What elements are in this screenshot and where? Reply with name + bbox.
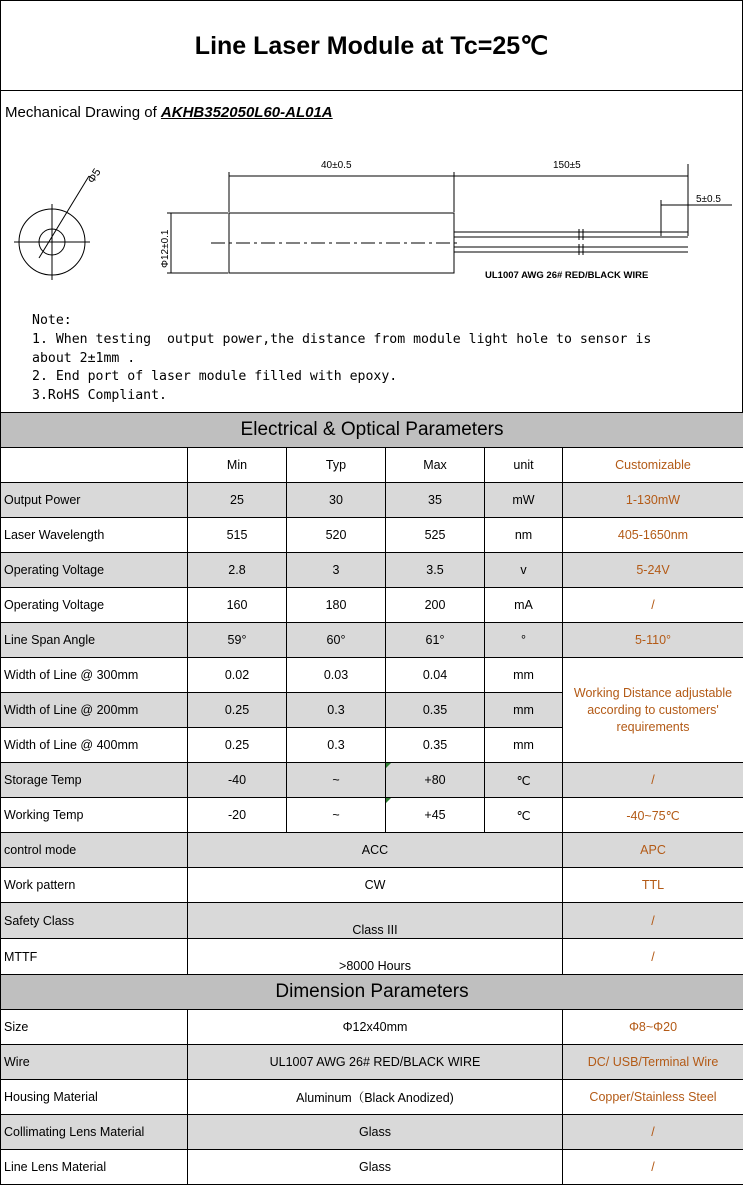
param-typ: 30 (287, 483, 386, 518)
param-name: control mode (1, 833, 188, 868)
param-max: 0.35 (386, 693, 485, 728)
dim-name: Collimating Lens Material (1, 1115, 188, 1150)
param-customizable: / (563, 939, 743, 975)
note-line: 3.RoHS Compliant. (32, 387, 651, 406)
param-customizable: APC (563, 833, 743, 868)
param-unit: mA (485, 588, 563, 623)
dim-name: Housing Material (1, 1080, 188, 1115)
param-name: Width of Line @ 400mm (1, 728, 188, 763)
table-row (1, 1080, 743, 1115)
table-row (1, 798, 743, 833)
param-max: 0.35 (386, 728, 485, 763)
table-row (1, 623, 743, 658)
param-typ: ~ (287, 763, 386, 798)
param-customizable: -40~75℃ (563, 798, 743, 833)
param-value: Class III (188, 903, 563, 939)
param-min: 25 (188, 483, 287, 518)
param-unit: ℃ (485, 798, 563, 833)
parameters-table (0, 412, 743, 1185)
table-row (1, 1010, 743, 1045)
param-min: 2.8 (188, 553, 287, 588)
header-cell (1, 448, 188, 483)
param-value: ACC (188, 833, 563, 868)
table-row (1, 658, 743, 693)
model-number: AKHB352050L60-AL01A (161, 104, 333, 121)
param-unit: ° (485, 623, 563, 658)
param-min: 0.02 (188, 658, 287, 693)
note-line: 2. End port of laser module filled with epoxy. (32, 368, 651, 387)
param-name: Line Span Angle (1, 623, 188, 658)
param-unit: mm (485, 693, 563, 728)
dim-value: UL1007 AWG 26# RED/BLACK WIRE (188, 1045, 563, 1080)
header-max: Max (386, 448, 485, 483)
param-name: Safety Class (1, 903, 188, 939)
table-header-row (1, 448, 743, 483)
param-customizable: 405-1650nm (563, 518, 743, 553)
param-typ: 0.03 (287, 658, 386, 693)
dim-name: Size (1, 1010, 188, 1045)
mechanical-label-prefix: Mechanical Drawing of (5, 104, 161, 121)
strip-length-label: 5±0.5 (696, 194, 721, 205)
table-row (1, 1150, 743, 1185)
body-view (167, 164, 732, 273)
param-name: Operating Voltage (1, 588, 188, 623)
param-name: Operating Voltage (1, 553, 188, 588)
dim-value: Glass (188, 1115, 563, 1150)
end-view-diameter-label: Φ5 (85, 167, 103, 186)
param-customizable: TTL (563, 868, 743, 903)
table-row (1, 868, 743, 903)
param-max: 200 (386, 588, 485, 623)
dim-name: Line Lens Material (1, 1150, 188, 1185)
param-typ: 3 (287, 553, 386, 588)
table-row (1, 903, 743, 939)
param-name: MTTF (1, 939, 188, 975)
dim-customizable: / (563, 1115, 743, 1150)
note-line: 1. When testing output power,the distance from module light hole to sensor is (32, 331, 651, 350)
wire-type-label: UL1007 AWG 26# RED/BLACK WIRE (485, 270, 648, 281)
table-row (1, 833, 743, 868)
param-min: 160 (188, 588, 287, 623)
param-unit: mW (485, 483, 563, 518)
param-max: +80 (386, 763, 485, 798)
param-max: 525 (386, 518, 485, 553)
param-min: 59° (188, 623, 287, 658)
param-customizable: / (563, 763, 743, 798)
param-typ: 0.3 (287, 728, 386, 763)
mechanical-drawing-label (5, 104, 333, 121)
dim-value: Aluminum（Black Anodized) (188, 1080, 563, 1115)
param-min: -40 (188, 763, 287, 798)
param-max: 0.04 (386, 658, 485, 693)
body-length-label: 40±0.5 (321, 160, 352, 171)
note-line: about 2±1mm . (32, 350, 651, 369)
param-typ: 60° (287, 623, 386, 658)
mechanical-drawing (1, 140, 742, 300)
end-view (14, 176, 90, 280)
param-customizable: 5-110° (563, 623, 743, 658)
dimension-section-title: Dimension Parameters (1, 975, 743, 1010)
param-unit: ℃ (485, 763, 563, 798)
param-name: Laser Wavelength (1, 518, 188, 553)
notes-heading: Note: (32, 312, 651, 331)
param-customizable: / (563, 588, 743, 623)
header-typ: Typ (287, 448, 386, 483)
param-name: Working Temp (1, 798, 188, 833)
param-max: 3.5 (386, 553, 485, 588)
param-max: 61° (386, 623, 485, 658)
electrical-section-title: Electrical & Optical Parameters (1, 413, 743, 448)
param-value: CW (188, 868, 563, 903)
mechanical-drawing-section (0, 90, 743, 412)
body-diameter-label: Φ12±0.1 (160, 229, 171, 268)
param-name: Width of Line @ 200mm (1, 693, 188, 728)
param-typ: 0.3 (287, 693, 386, 728)
header-customizable: Customizable (563, 448, 743, 483)
param-max: +45 (386, 798, 485, 833)
dim-customizable: / (563, 1150, 743, 1185)
param-name: Output Power (1, 483, 188, 518)
table-row (1, 553, 743, 588)
param-max: 35 (386, 483, 485, 518)
page-title: Line Laser Module at Tc=25℃ (0, 0, 743, 91)
table-row (1, 1115, 743, 1150)
dim-value: Glass (188, 1150, 563, 1185)
wire-length-label: 150±5 (553, 160, 581, 171)
param-customizable: 1-130mW (563, 483, 743, 518)
param-value: >8000 Hours (188, 939, 563, 975)
table-row (1, 588, 743, 623)
dim-value: Φ12x40mm (188, 1010, 563, 1045)
param-min: -20 (188, 798, 287, 833)
dim-customizable: Copper/Stainless Steel (563, 1080, 743, 1115)
param-unit: mm (485, 658, 563, 693)
param-name: Work pattern (1, 868, 188, 903)
param-customizable: 5-24V (563, 553, 743, 588)
param-name: Width of Line @ 300mm (1, 658, 188, 693)
table-row (1, 763, 743, 798)
param-unit: mm (485, 728, 563, 763)
param-customizable: / (563, 903, 743, 939)
param-min: 0.25 (188, 728, 287, 763)
param-unit: nm (485, 518, 563, 553)
param-unit: v (485, 553, 563, 588)
dim-customizable: DC/ USB/Terminal Wire (563, 1045, 743, 1080)
table-row (1, 1045, 743, 1080)
header-min: Min (188, 448, 287, 483)
param-typ: 520 (287, 518, 386, 553)
param-typ: 180 (287, 588, 386, 623)
line-width-customizable: Working Distance adjustable according to customers' requirements (563, 658, 743, 763)
dim-name: Wire (1, 1045, 188, 1080)
table-row (1, 518, 743, 553)
header-unit: unit (485, 448, 563, 483)
param-min: 515 (188, 518, 287, 553)
table-row (1, 483, 743, 518)
table-row (1, 939, 743, 975)
param-typ: ~ (287, 798, 386, 833)
dim-customizable: Φ8~Φ20 (563, 1010, 743, 1045)
param-min: 0.25 (188, 693, 287, 728)
notes (32, 312, 651, 406)
param-name: Storage Temp (1, 763, 188, 798)
